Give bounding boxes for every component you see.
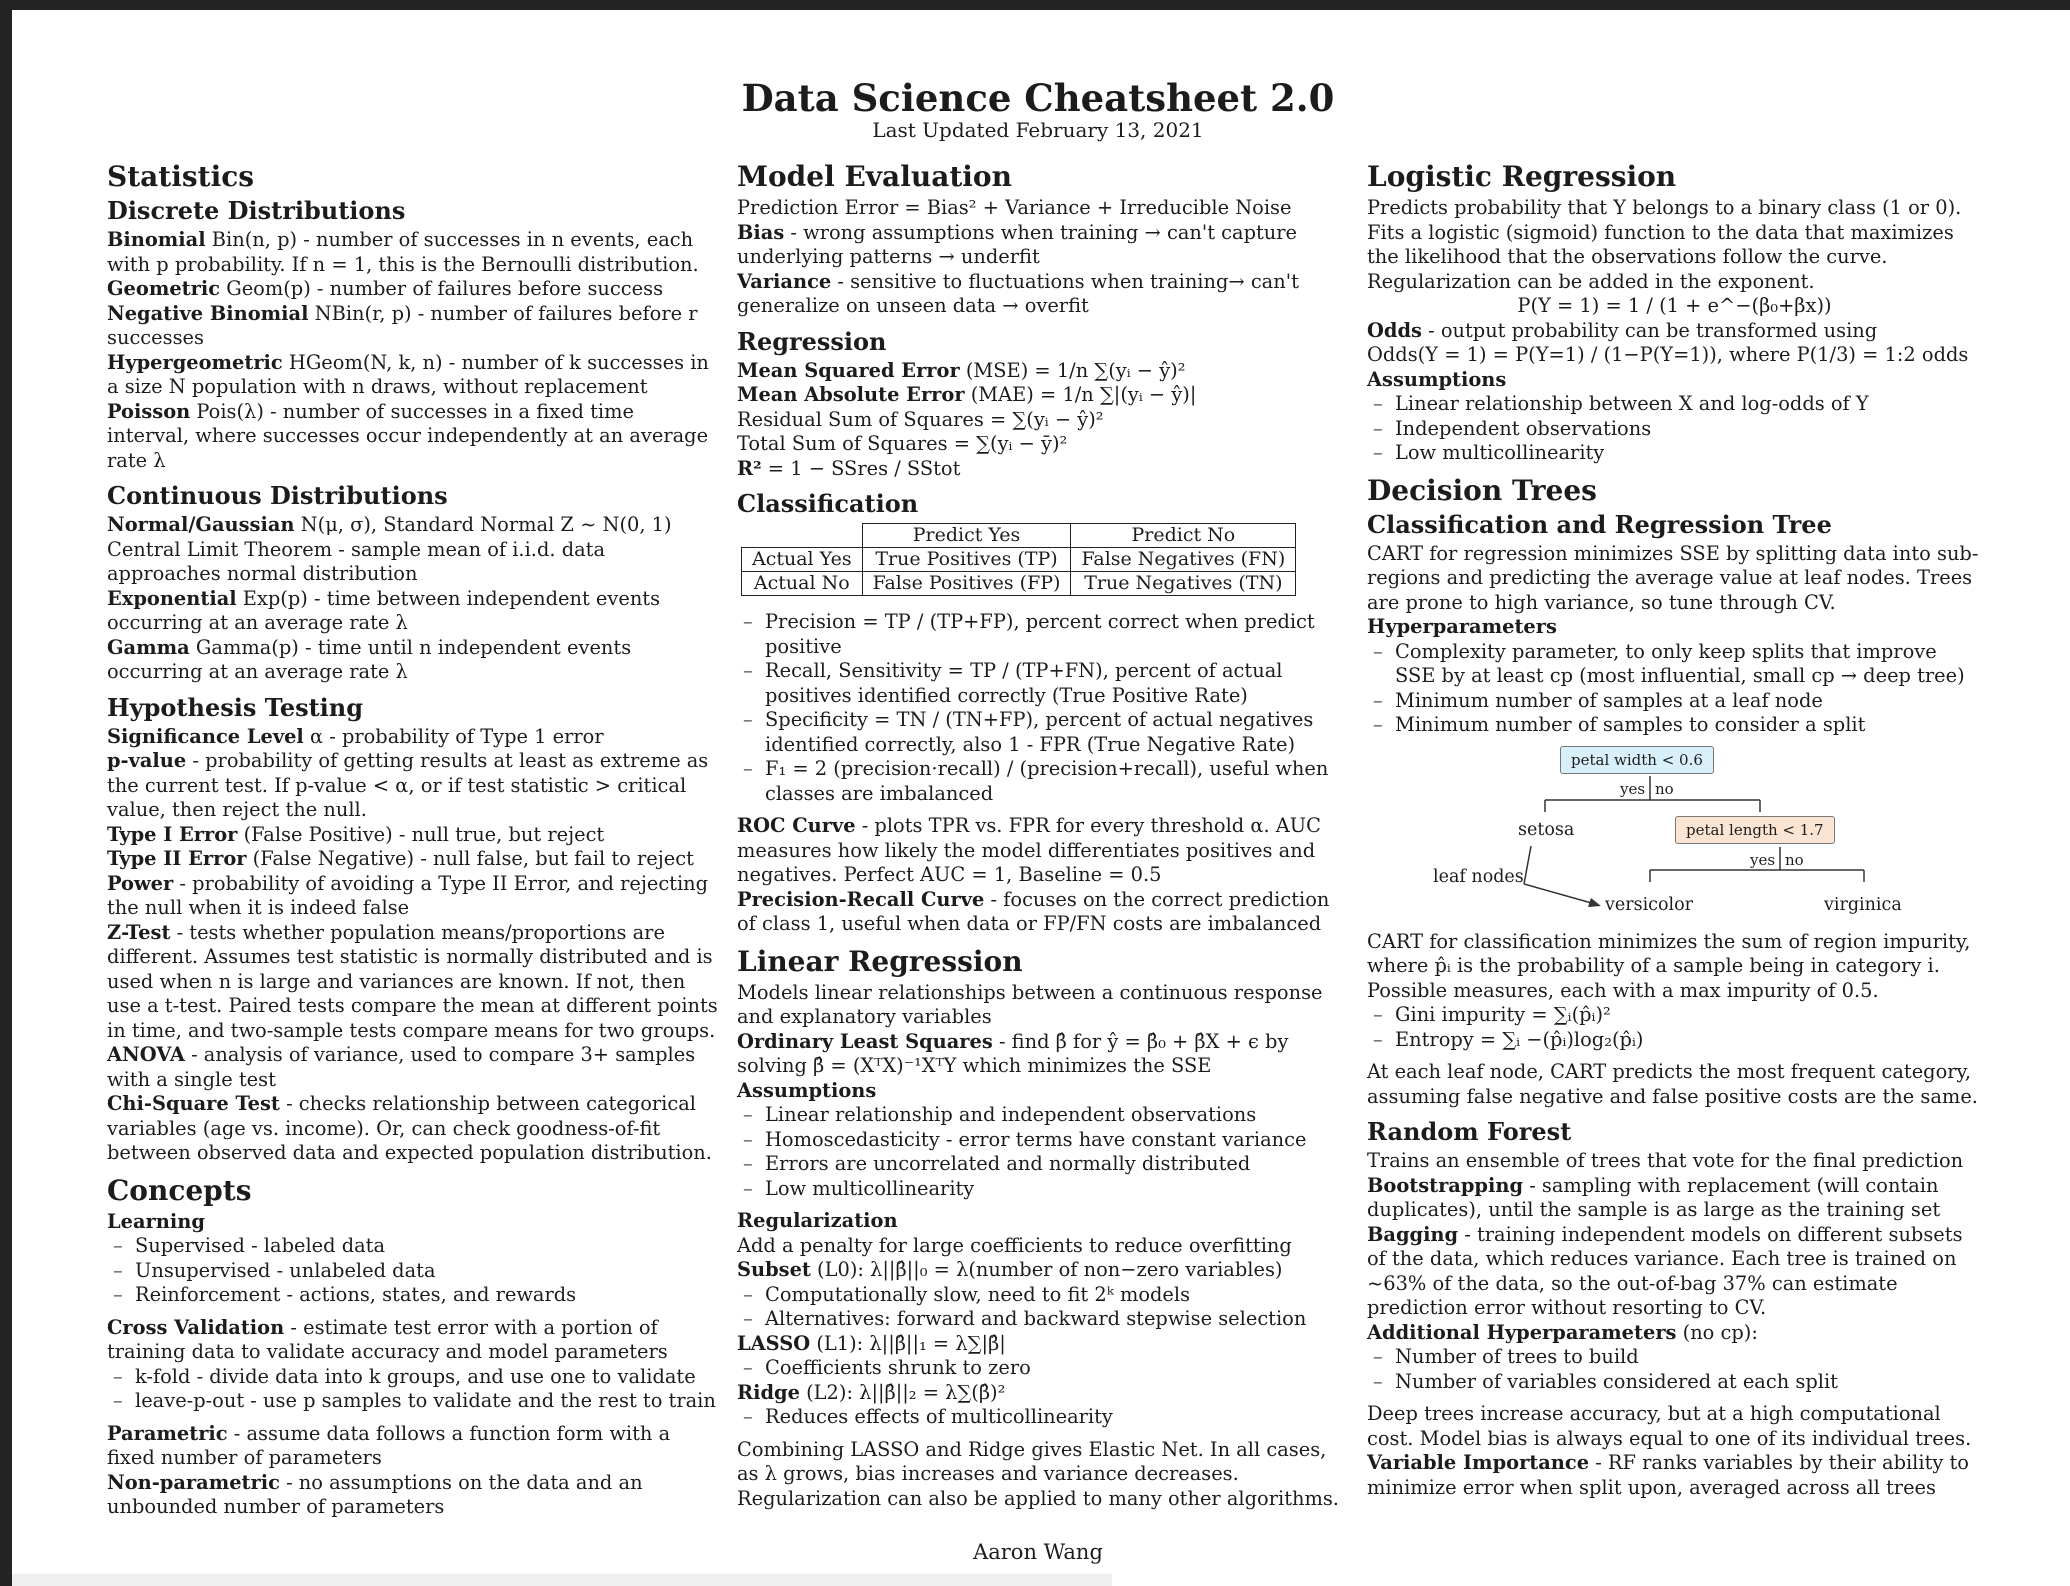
type1: Type I Error (False Positive) - null true, but reject bbox=[107, 822, 605, 846]
cm-row-label: Actual Yes bbox=[742, 548, 863, 572]
poisson: Poisson Pois(λ) - number of successes in a fixed time interval, where successes occur independently at an average rate λ bbox=[107, 399, 709, 472]
tree-root-node: petal width < 0.6 bbox=[1560, 746, 1714, 774]
lasso: LASSO (L1): λ||β̂||₁ = λ∑|β̂| bbox=[737, 1331, 1006, 1355]
cm-row-label: Actual No bbox=[742, 572, 863, 596]
anova: ANOVA - analysis of variance, used to compare 3+ samples with a single test bbox=[107, 1043, 696, 1091]
reg-intro: Add a penalty for large coefficients to reduce overfitting bbox=[737, 1233, 1292, 1257]
list-item: – Reinforcement - actions, states, and rewards bbox=[107, 1283, 722, 1308]
bootstrapping: Bootstrapping - sampling with replacement (will contain duplicates), until the sample is as large as the training set bbox=[1367, 1173, 1941, 1221]
list-item: – Low multicollinearity bbox=[1367, 441, 1982, 466]
list-item: – Number of trees to build bbox=[1367, 1345, 1982, 1370]
type2: Type II Error (False Negative) - null false, but fail to reject bbox=[107, 847, 694, 870]
bagging: Bagging - training independent models on different subsets of the data, which reduces variance. Each tree is trained on ~63% of the data, so the out-of-bag 37% can estimate prediction error without resorting to CV. bbox=[1367, 1222, 1963, 1319]
mae: Mean Absolute Error (MAE) = 1/n ∑|(yᵢ − ŷ)| bbox=[737, 383, 1197, 406]
deep-trees: Deep trees increase accuracy, but at a high computational cost. Model bias is always equal to one of its individual trees. bbox=[1367, 1402, 1972, 1450]
odds-formula: Odds(Y = 1) = P(Y=1) / (1−P(Y=1)), where P(1/3) = 1:2 odds bbox=[1367, 343, 1969, 366]
list-item: – Minimum number of samples at a leaf node bbox=[1367, 689, 1982, 714]
list-item: – Linear relationship and independent observations bbox=[737, 1103, 1352, 1128]
heading-linreg: Linear Regression bbox=[737, 944, 1023, 978]
cart-regression: CART for regression minimizes SSE by splitting data into sub-regions and predicting the average value at leaf nodes. Trees are prone to high variance, so tune through CV. bbox=[1367, 541, 1979, 614]
ols: Ordinary Least Squares - find β̂ for ŷ = β̂₀ + β̂X + ϵ by solving β̂ = (XᵀX)⁻¹XᵀY which minimizes the SSE bbox=[737, 1029, 1289, 1077]
reg-outro: Combining LASSO and Ridge gives Elastic Net. In all cases, as λ grows, bias increases and variance decreases. Regularization can also be applied to many other algorithms. bbox=[737, 1437, 1339, 1510]
ridge-list bbox=[737, 1405, 1352, 1430]
heading-assumptions: Assumptions bbox=[737, 1078, 877, 1102]
subset-list bbox=[737, 1283, 1352, 1332]
heading-hypothesis: Hypothesis Testing bbox=[107, 692, 364, 722]
page-title: Data Science Cheatsheet 2.0 bbox=[741, 76, 1335, 120]
tree-leaf-setosa: setosa bbox=[1518, 819, 1575, 840]
list-item: – Computationally slow, need to fit 2ᵏ models bbox=[737, 1283, 1352, 1308]
parametric: Parametric - assume data follows a function form with a fixed number of parameters bbox=[107, 1421, 671, 1469]
list-item: – Linear relationship between X and log-odds of Y bbox=[1367, 392, 1982, 417]
last-updated: Last Updated February 13, 2021 bbox=[872, 118, 1204, 142]
heading-regression: Regression bbox=[737, 326, 887, 356]
subset: Subset (L0): λ||β̂||₀ = λ(number of non−zero variables) bbox=[737, 1258, 1283, 1281]
logreg-assumptions bbox=[1367, 392, 1982, 466]
list-item: – Precision = TP / (TP+FP), percent correct when predict positive bbox=[737, 610, 1352, 659]
list-item: – Independent observations bbox=[1367, 417, 1982, 442]
cm-cell: True Negatives (TN) bbox=[1071, 572, 1296, 596]
exponential: Exponential Exp(p) - time between independent events occurring at an average rate λ bbox=[107, 586, 661, 634]
list-item: – k-fold - divide data into k groups, and use one to validate bbox=[107, 1365, 722, 1390]
list-item: – Homoscedasticity - error terms have constant variance bbox=[737, 1128, 1352, 1153]
clt: Central Limit Theorem - sample mean of i.i.d. data approaches normal distribution bbox=[107, 537, 606, 585]
additional-hyperparameters: Additional Hyperparameters (no cp): bbox=[1367, 1320, 1758, 1344]
list-item: – Supervised - labeled data bbox=[107, 1234, 722, 1259]
rf-intro: Trains an ensemble of trees that vote for the final prediction bbox=[1367, 1149, 1964, 1172]
list-item: – Complexity parameter, to only keep splits that improve SSE by at least cp (most influential, small cp → deep tree) bbox=[1367, 640, 1982, 689]
mse: Mean Squared Error (MSE) = 1/n ∑(yᵢ − ŷ)² bbox=[737, 358, 1186, 382]
odds: Odds - output probability can be transformed using bbox=[1367, 318, 1878, 342]
window-left-bar bbox=[0, 0, 12, 1586]
tree-yes-label: yes bbox=[1620, 779, 1646, 798]
tree-no-label: no bbox=[1785, 850, 1804, 869]
chi-square: Chi-Square Test - checks relationship between categorical variables (age vs. income). Or, can check goodness-of-fit between observed data and expected population distribution. bbox=[107, 1092, 712, 1164]
tree-split-node: petal length < 1.7 bbox=[1675, 816, 1835, 844]
heading-model-eval: Model Evaluation bbox=[737, 160, 1012, 193]
cm-cell: True Positives (TP) bbox=[862, 548, 1071, 572]
heading-decision-trees: Decision Trees bbox=[1367, 473, 1597, 507]
variable-importance: Variable Importance - RF ranks variables by their ability to minimize error when split upon, averaged across all trees bbox=[1367, 1451, 1969, 1499]
list-item: – Low multicollinearity bbox=[737, 1177, 1352, 1202]
binomial: Binomial Bin(n, p) - number of successes in n events, each with p probability. If n = 1, this is the Bernoulli distribution. bbox=[107, 228, 699, 276]
heading-concepts: Concepts bbox=[107, 1173, 252, 1207]
linreg-intro: Models linear relationships between a continuous response and explanatory variables bbox=[737, 980, 1323, 1028]
hyper-list bbox=[1367, 640, 1982, 738]
heading-assumptions: Assumptions bbox=[1367, 367, 1507, 391]
metrics-list bbox=[737, 610, 1352, 806]
author: Aaron Wang bbox=[973, 1540, 1103, 1564]
column-2 bbox=[737, 160, 1352, 1511]
learning-list bbox=[107, 1234, 722, 1308]
tree-no-label: no bbox=[1655, 779, 1674, 798]
z-test: Z-Test - tests whether population means/proportions are different. Assumes test statistic is normally distributed and is used when n is large and variances are known. If not, then use a t-test. Paired tests compare the mean at different points in time, and two-sample tests compare means for two groups. bbox=[107, 920, 718, 1042]
geometric: Geometric Geom(p) - number of failures before success bbox=[107, 277, 664, 300]
heading-random-forest: Random Forest bbox=[1367, 1117, 1572, 1146]
cv-list bbox=[107, 1365, 722, 1414]
heading-hyperparameters: Hyperparameters bbox=[1367, 615, 1557, 638]
column-3 bbox=[1367, 160, 1982, 1500]
heading-discrete: Discrete Distributions bbox=[107, 196, 406, 225]
cart-classification: CART for classification minimizes the sum of region impurity, where p̂ᵢ is the probability of a sample being in category i. Possible measures, each with a max impurity of 0.5. bbox=[1367, 929, 1971, 1002]
r-squared: R² = 1 − SSres / SStot bbox=[737, 456, 961, 480]
prediction-error: Prediction Error = Bias² + Variance + Irreducible Noise bbox=[737, 196, 1292, 219]
tree-leaf-virginica: virginica bbox=[1824, 894, 1902, 915]
list-item: – Unsupervised - unlabeled data bbox=[107, 1259, 722, 1284]
list-item: – Reduces effects of multicollinearity bbox=[737, 1405, 1352, 1430]
addhyper-list bbox=[1367, 1345, 1982, 1394]
list-item: – F₁ = 2 (precision·recall) / (precision+recall), useful when classes are imbalanced bbox=[737, 757, 1352, 806]
decision-tree-diagram bbox=[1367, 746, 1982, 926]
logreg-formula: P(Y = 1) = 1 / (1 + e^−(β₀+βx)) bbox=[1517, 294, 1832, 317]
assumptions-list bbox=[737, 1103, 1352, 1201]
heading-regularization: Regularization bbox=[737, 1209, 898, 1232]
non-parametric: Non-parametric - no assumptions on the data and an unbounded number of parameters bbox=[107, 1470, 643, 1518]
power: Power - probability of avoiding a Type II Error, and rejecting the null when it is indeed false bbox=[107, 871, 709, 919]
bottom-shade bbox=[12, 1574, 1112, 1586]
bias: Bias - wrong assumptions when training → can't capture underlying patterns → underfit bbox=[737, 220, 1298, 268]
heading-learning: Learning bbox=[107, 1209, 205, 1233]
cross-validation: Cross Validation - estimate test error with a portion of training data to validate accuracy and model parameters bbox=[107, 1315, 668, 1363]
cheatsheet-page bbox=[107, 72, 1987, 1572]
hypergeometric: Hypergeometric HGeom(N, k, n) - number of k successes in a size N population with n draws, without replacement bbox=[107, 350, 709, 398]
list-item: – Gini impurity = ∑ᵢ(p̂ᵢ)² bbox=[1367, 1003, 1982, 1028]
tree-yes-label: yes bbox=[1750, 850, 1776, 869]
ridge: Ridge (L2): λ||β̂||₂ = λ∑(β̂)² bbox=[737, 1380, 1006, 1404]
list-item: – Specificity = TN / (TN+FP), percent of actual negatives identified correctly, also 1 - FPR (True Negative Rate) bbox=[737, 708, 1352, 757]
heading-statistics: Statistics bbox=[107, 160, 255, 193]
list-item: – Number of variables considered at each split bbox=[1367, 1370, 1982, 1395]
list-item: – Recall, Sensitivity = TP / (TP+FN), percent of actual positives identified correctly (True Positive Rate) bbox=[737, 659, 1352, 708]
list-item: – Coefficients shrunk to zero bbox=[737, 1356, 1352, 1381]
list-item: – Entropy = ∑ᵢ −(p̂ᵢ)log₂(p̂ᵢ) bbox=[1367, 1028, 1982, 1053]
normal: Normal/Gaussian N(μ, σ), Standard Normal Z ∼ N(0, 1) bbox=[107, 513, 672, 536]
significance: Significance Level α - probability of Type 1 error bbox=[107, 724, 604, 748]
tss: Total Sum of Squares = ∑(yᵢ − ȳ)² bbox=[737, 432, 1068, 455]
column-1 bbox=[107, 160, 722, 1520]
impurity-list bbox=[1367, 1003, 1982, 1052]
rss: Residual Sum of Squares = ∑(yᵢ − ŷ)² bbox=[737, 407, 1104, 431]
heading-cart: Classification and Regression Tree bbox=[1367, 509, 1832, 539]
cm-cell: False Negatives (FN) bbox=[1071, 548, 1296, 572]
cm-header: Predict No bbox=[1071, 524, 1296, 548]
list-item: – Minimum number of samples to consider a split bbox=[1367, 713, 1982, 738]
cart-leaf: At each leaf node, CART predicts the most frequent category, assuming false negative and false positive costs are the same. bbox=[1367, 1060, 1978, 1108]
gamma: Gamma Gamma(p) - time until n independent events occurring at an average rate λ bbox=[107, 635, 632, 683]
list-item: – Alternatives: forward and backward stepwise selection bbox=[737, 1307, 1352, 1332]
heading-continuous: Continuous Distributions bbox=[107, 481, 448, 510]
p-value: p-value - probability of getting results at least as extreme as the current test. If p-value < α, or if test statistic > critical value, then reject the null. bbox=[107, 749, 709, 821]
lasso-list bbox=[737, 1356, 1352, 1381]
confusion-matrix bbox=[741, 523, 1296, 596]
negative-binomial: Negative Binomial NBin(r, p) - number of failures before r successes bbox=[107, 301, 698, 349]
window-top-bar bbox=[0, 0, 2070, 10]
tree-leaf-versicolor: versicolor bbox=[1605, 894, 1694, 915]
variance: Variance - sensitive to fluctuations when training→ can't generalize on unseen data → overfit bbox=[737, 269, 1299, 317]
heading-classification: Classification bbox=[737, 489, 919, 518]
heading-logreg: Logistic Regression bbox=[1367, 160, 1677, 193]
pr-curve: Precision-Recall Curve - focuses on the correct prediction of class 1, useful when data or FP/FN costs are imbalanced bbox=[737, 887, 1330, 935]
roc-curve: ROC Curve - plots TPR vs. FPR for every threshold α. AUC measures how likely the model differentiates positives and negatives. Perfect AUC = 1, Baseline = 0.5 bbox=[737, 814, 1321, 886]
cm-cell: False Positives (FP) bbox=[862, 572, 1071, 596]
cm-header: Predict Yes bbox=[862, 524, 1071, 548]
tree-leaf-nodes-label: leaf nodes bbox=[1433, 866, 1524, 887]
list-item: – Errors are uncorrelated and normally distributed bbox=[737, 1152, 1352, 1177]
list-item: – leave-p-out - use p samples to validate and the rest to train bbox=[107, 1389, 722, 1414]
logreg-intro: Predicts probability that Y belongs to a binary class (1 or 0). Fits a logistic (sigmoid) function to the data that maximizes the likelihood that the observations follow the curve. Regularization can be added in the exponent. bbox=[1367, 196, 1962, 293]
